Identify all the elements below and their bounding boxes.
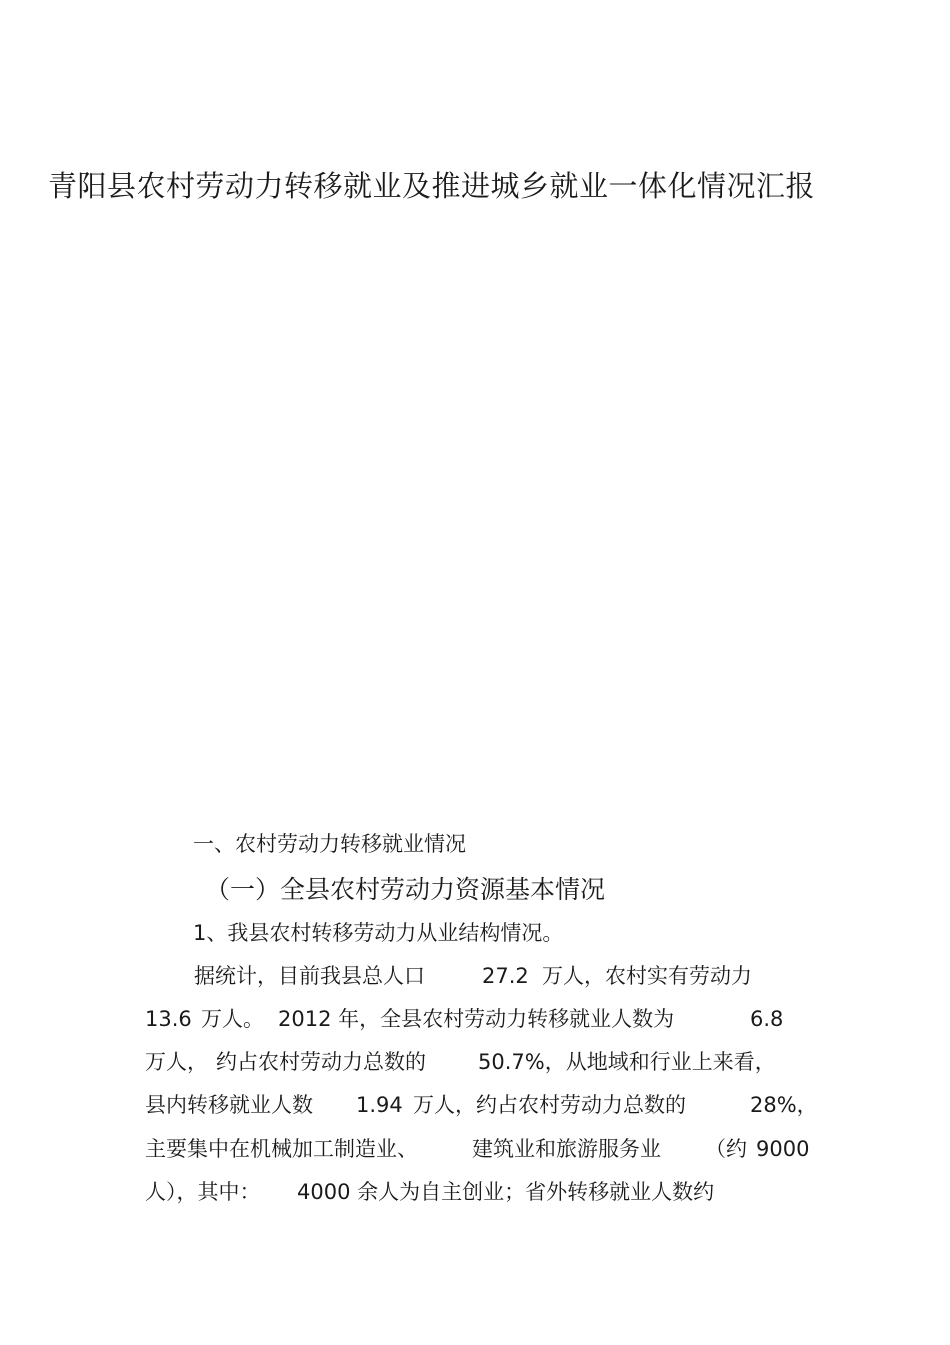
text-segment: 6.8 [750, 1007, 784, 1031]
text-segment: 50.7%，从地域和行业上来看， [478, 1050, 776, 1074]
text-segment: 27.2 [482, 964, 529, 988]
text-segment: 万人，约占农村劳动力总数的 [413, 1093, 686, 1117]
text-segment: 2012 年，全县农村劳动力转移就业人数为 [278, 1007, 675, 1031]
text-segment: 28%， [750, 1093, 818, 1117]
section-heading: 一、农村劳动力转移就业情况 [193, 832, 466, 856]
text-segment: 9000 [756, 1137, 810, 1161]
subsection-heading: （一）全县农村劳动力资源基本情况 [205, 875, 606, 904]
document-title: 青阳县农村劳动力转移就业及推进城乡就业一体化情况汇报 [48, 169, 816, 203]
text-segment: 约占农村劳动力总数的 [216, 1050, 426, 1074]
text-segment: 建筑业和旅游服务业 [472, 1137, 661, 1161]
text-segment: 万人， [145, 1050, 208, 1074]
text-segment: 人），其中： [145, 1180, 261, 1204]
text-segment: 1.94 [356, 1093, 403, 1117]
text-segment: 县内转移就业人数 [145, 1093, 313, 1117]
text-segment: 据统计，目前我县总人口 [194, 964, 425, 988]
text-segment: 主要集中在机械加工制造业、 [145, 1137, 418, 1161]
text-segment: 13.6 [145, 1007, 192, 1031]
text-segment: 4000 余人为自主创业；省外转移就业人数约 [297, 1180, 715, 1204]
text-segment: 万人，农村实有劳动力 [542, 964, 752, 988]
text-segment: 万人。 [201, 1007, 264, 1031]
text-segment: （约 [705, 1137, 747, 1161]
item-heading: 1、我县农村转移劳动力从业结构情况。 [193, 921, 564, 945]
